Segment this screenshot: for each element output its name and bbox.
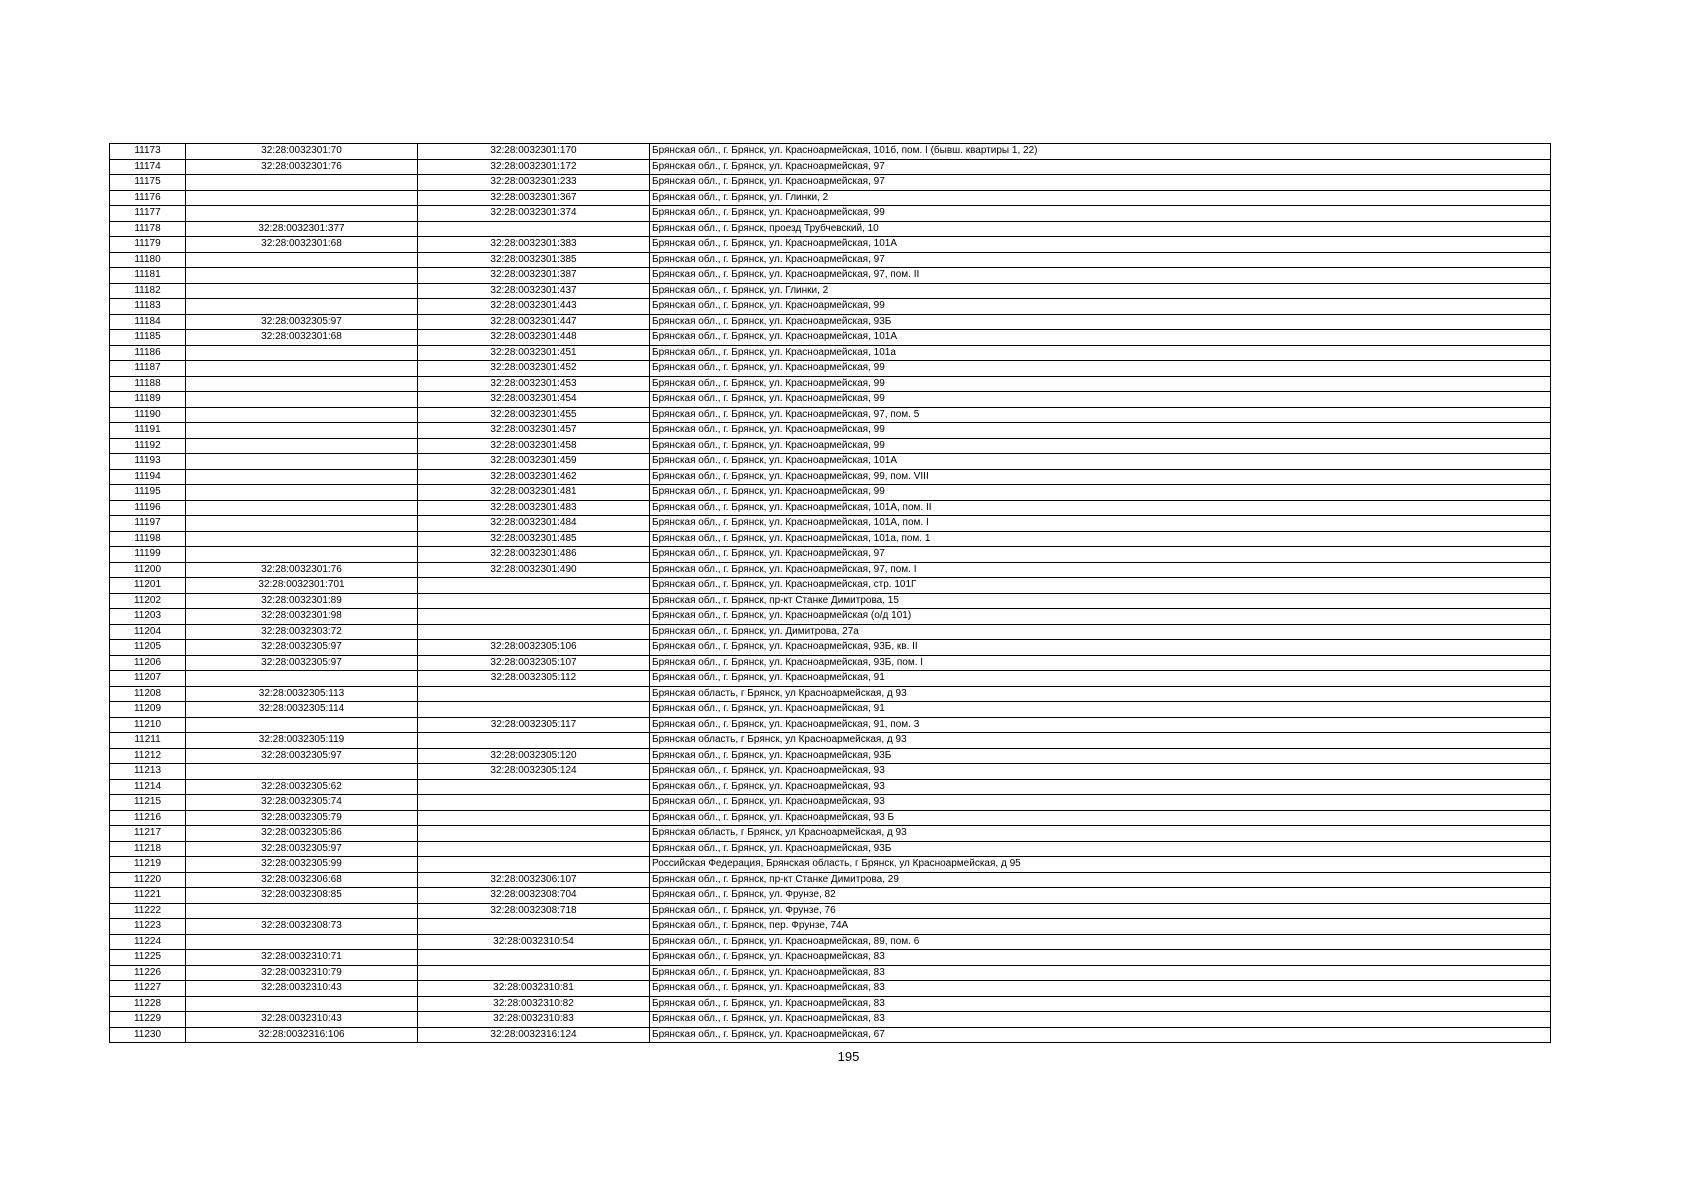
parcel-number-cell bbox=[186, 764, 418, 780]
table-row bbox=[110, 764, 1551, 780]
row-number-cell: 11184 bbox=[110, 314, 186, 330]
table-row bbox=[110, 562, 1551, 578]
table-row bbox=[110, 283, 1551, 299]
object-number-cell bbox=[418, 593, 650, 609]
table-row bbox=[110, 609, 1551, 625]
row-number-cell: 11206 bbox=[110, 655, 186, 671]
row-number-cell: 11199 bbox=[110, 547, 186, 563]
registry-table-body bbox=[110, 144, 1551, 1043]
object-number-cell: 32:28:0032310:82 bbox=[418, 996, 650, 1012]
row-number-cell: 11173 bbox=[110, 144, 186, 160]
address-cell: Брянская обл., г. Брянск, ул. Красноармейская, стр. 101Г bbox=[650, 578, 1551, 594]
parcel-number-cell bbox=[186, 268, 418, 284]
object-number-cell bbox=[418, 919, 650, 935]
object-number-cell: 32:28:0032308:718 bbox=[418, 903, 650, 919]
address-cell: Брянская обл., г. Брянск, ул. Красноармейская, 101А, пом. I bbox=[650, 516, 1551, 532]
address-cell: Брянская обл., г. Брянск, ул. Глинки, 2 bbox=[650, 190, 1551, 206]
table-row bbox=[110, 268, 1551, 284]
address-cell: Брянская обл., г. Брянск, ул. Красноармейская, 101А, пом. II bbox=[650, 500, 1551, 516]
address-cell: Брянская обл., г. Брянск, ул. Красноармейская, 101б, пом. I (бывш. квартиры 1, 22) bbox=[650, 144, 1551, 160]
table-row bbox=[110, 299, 1551, 315]
parcel-number-cell: 32:28:0032310:79 bbox=[186, 965, 418, 981]
parcel-number-cell: 32:28:0032305:99 bbox=[186, 857, 418, 873]
row-number-cell: 11187 bbox=[110, 361, 186, 377]
registry-table bbox=[109, 143, 1551, 1043]
table-row bbox=[110, 547, 1551, 563]
row-number-cell: 11174 bbox=[110, 159, 186, 175]
parcel-number-cell: 32:28:0032301:76 bbox=[186, 562, 418, 578]
address-cell: Брянская обл., г. Брянск, ул. Красноармейская, 83 bbox=[650, 996, 1551, 1012]
table-row bbox=[110, 500, 1551, 516]
address-cell: Брянская обл., г. Брянск, ул. Красноармейская, 101А bbox=[650, 454, 1551, 470]
parcel-number-cell bbox=[186, 717, 418, 733]
row-number-cell: 11202 bbox=[110, 593, 186, 609]
parcel-number-cell bbox=[186, 438, 418, 454]
address-cell: Брянская обл., г. Брянск, ул. Красноармейская, 93 bbox=[650, 764, 1551, 780]
row-number-cell: 11213 bbox=[110, 764, 186, 780]
parcel-number-cell: 32:28:0032305:97 bbox=[186, 748, 418, 764]
object-number-cell bbox=[418, 826, 650, 842]
parcel-number-cell: 32:28:0032301:701 bbox=[186, 578, 418, 594]
address-cell: Брянская обл., г. Брянск, ул. Красноармейская, 99 bbox=[650, 299, 1551, 315]
row-number-cell: 11215 bbox=[110, 795, 186, 811]
address-cell: Брянская обл., г. Брянск, ул. Красноармейская, 97 bbox=[650, 175, 1551, 191]
address-cell: Брянская обл., г. Брянск, ул. Красноармейская, 83 bbox=[650, 965, 1551, 981]
parcel-number-cell bbox=[186, 423, 418, 439]
address-cell: Брянская обл., г. Брянск, ул. Красноармейская, 99 bbox=[650, 485, 1551, 501]
row-number-cell: 11223 bbox=[110, 919, 186, 935]
object-number-cell: 32:28:0032306:107 bbox=[418, 872, 650, 888]
table-row bbox=[110, 826, 1551, 842]
address-cell: Брянская обл., г. Брянск, ул. Красноармейская, 97, пом. 5 bbox=[650, 407, 1551, 423]
table-row bbox=[110, 392, 1551, 408]
address-cell: Брянская обл., г. Брянск, ул. Красноармейская, 93 Б bbox=[650, 810, 1551, 826]
object-number-cell: 32:28:0032301:387 bbox=[418, 268, 650, 284]
object-number-cell: 32:28:0032305:124 bbox=[418, 764, 650, 780]
row-number-cell: 11181 bbox=[110, 268, 186, 284]
address-cell: Брянская обл., г. Брянск, ул. Красноармейская, 91 bbox=[650, 671, 1551, 687]
object-number-cell bbox=[418, 221, 650, 237]
parcel-number-cell bbox=[186, 299, 418, 315]
object-number-cell: 32:28:0032301:437 bbox=[418, 283, 650, 299]
address-cell: Брянская обл., г. Брянск, ул. Красноармейская, 101А bbox=[650, 330, 1551, 346]
parcel-number-cell: 32:28:0032301:68 bbox=[186, 237, 418, 253]
row-number-cell: 11175 bbox=[110, 175, 186, 191]
object-number-cell: 32:28:0032301:367 bbox=[418, 190, 650, 206]
object-number-cell bbox=[418, 686, 650, 702]
object-number-cell: 32:28:0032301:454 bbox=[418, 392, 650, 408]
parcel-number-cell: 32:28:0032305:97 bbox=[186, 314, 418, 330]
object-number-cell: 32:28:0032301:448 bbox=[418, 330, 650, 346]
parcel-number-cell bbox=[186, 361, 418, 377]
address-cell: Брянская обл., г. Брянск, пр-кт Станке Димитрова, 29 bbox=[650, 872, 1551, 888]
row-number-cell: 11178 bbox=[110, 221, 186, 237]
table-row bbox=[110, 702, 1551, 718]
object-number-cell: 32:28:0032301:485 bbox=[418, 531, 650, 547]
parcel-number-cell: 32:28:0032305:97 bbox=[186, 841, 418, 857]
row-number-cell: 11228 bbox=[110, 996, 186, 1012]
parcel-number-cell: 32:28:0032301:68 bbox=[186, 330, 418, 346]
address-cell: Брянская обл., г. Брянск, ул. Красноармейская, 99 bbox=[650, 423, 1551, 439]
table-row bbox=[110, 221, 1551, 237]
row-number-cell: 11191 bbox=[110, 423, 186, 439]
table-row bbox=[110, 345, 1551, 361]
row-number-cell: 11212 bbox=[110, 748, 186, 764]
row-number-cell: 11186 bbox=[110, 345, 186, 361]
address-cell: Брянская обл., г. Брянск, ул. Красноармейская, 93Б, пом. I bbox=[650, 655, 1551, 671]
object-number-cell: 32:28:0032301:486 bbox=[418, 547, 650, 563]
parcel-number-cell: 32:28:0032306:68 bbox=[186, 872, 418, 888]
table-row bbox=[110, 1012, 1551, 1028]
page-number: 195 bbox=[837, 1049, 860, 1064]
row-number-cell: 11221 bbox=[110, 888, 186, 904]
row-number-cell: 11217 bbox=[110, 826, 186, 842]
row-number-cell: 11222 bbox=[110, 903, 186, 919]
table-row bbox=[110, 624, 1551, 640]
object-number-cell: 32:28:0032301:374 bbox=[418, 206, 650, 222]
address-cell: Брянская обл., г. Брянск, пр-кт Станке Димитрова, 15 bbox=[650, 593, 1551, 609]
object-number-cell bbox=[418, 841, 650, 857]
row-number-cell: 11195 bbox=[110, 485, 186, 501]
table-row bbox=[110, 516, 1551, 532]
address-cell: Брянская обл., г. Брянск, ул. Красноармейская, 83 bbox=[650, 981, 1551, 997]
row-number-cell: 11230 bbox=[110, 1027, 186, 1043]
parcel-number-cell bbox=[186, 903, 418, 919]
object-number-cell: 32:28:0032301:385 bbox=[418, 252, 650, 268]
address-cell: Брянская обл., г. Брянск, ул. Красноармейская, 97, пом. II bbox=[650, 268, 1551, 284]
parcel-number-cell bbox=[186, 996, 418, 1012]
table-row bbox=[110, 640, 1551, 656]
object-number-cell bbox=[418, 779, 650, 795]
address-cell: Брянская обл., г. Брянск, ул. Красноармейская, 97 bbox=[650, 547, 1551, 563]
object-number-cell: 32:28:0032301:457 bbox=[418, 423, 650, 439]
table-row bbox=[110, 950, 1551, 966]
row-number-cell: 11188 bbox=[110, 376, 186, 392]
parcel-number-cell: 32:28:0032305:86 bbox=[186, 826, 418, 842]
table-row bbox=[110, 159, 1551, 175]
address-cell: Брянская обл., г. Брянск, ул. Красноармейская, 97 bbox=[650, 159, 1551, 175]
address-cell: Брянская обл., г. Брянск, пер. Фрунзе, 74А bbox=[650, 919, 1551, 935]
table-row bbox=[110, 981, 1551, 997]
parcel-number-cell: 32:28:0032308:73 bbox=[186, 919, 418, 935]
address-cell: Брянская обл., г. Брянск, ул. Глинки, 2 bbox=[650, 283, 1551, 299]
table-row bbox=[110, 237, 1551, 253]
table-row bbox=[110, 686, 1551, 702]
row-number-cell: 11218 bbox=[110, 841, 186, 857]
parcel-number-cell: 32:28:0032308:85 bbox=[186, 888, 418, 904]
object-number-cell: 32:28:0032310:54 bbox=[418, 934, 650, 950]
address-cell: Брянская обл., г. Брянск, ул. Красноармейская, 89, пом. 6 bbox=[650, 934, 1551, 950]
table-row bbox=[110, 144, 1551, 160]
parcel-number-cell: 32:28:0032305:74 bbox=[186, 795, 418, 811]
address-cell: Брянская обл., г. Брянск, ул. Фрунзе, 76 bbox=[650, 903, 1551, 919]
address-cell: Брянская обл., г. Брянск, ул. Красноармейская, 99, пом. VIII bbox=[650, 469, 1551, 485]
parcel-number-cell: 32:28:0032305:97 bbox=[186, 655, 418, 671]
address-cell: Брянская область, г Брянск, ул Красноармейская, д 93 bbox=[650, 826, 1551, 842]
row-number-cell: 11220 bbox=[110, 872, 186, 888]
object-number-cell: 32:28:0032305:107 bbox=[418, 655, 650, 671]
row-number-cell: 11182 bbox=[110, 283, 186, 299]
table-row bbox=[110, 438, 1551, 454]
address-cell: Брянская обл., г. Брянск, ул. Красноармейская, 99 bbox=[650, 392, 1551, 408]
object-number-cell bbox=[418, 795, 650, 811]
parcel-number-cell bbox=[186, 454, 418, 470]
address-cell: Брянская обл., г. Брянск, ул. Красноармейская, 99 bbox=[650, 206, 1551, 222]
parcel-number-cell: 32:28:0032305:119 bbox=[186, 733, 418, 749]
table-row bbox=[110, 175, 1551, 191]
address-cell: Российская Федерация, Брянская область, г Брянск, ул Красноармейская, д 95 bbox=[650, 857, 1551, 873]
table-row bbox=[110, 485, 1551, 501]
table-row bbox=[110, 903, 1551, 919]
parcel-number-cell: 32:28:0032301:70 bbox=[186, 144, 418, 160]
row-number-cell: 11210 bbox=[110, 717, 186, 733]
table-row bbox=[110, 919, 1551, 935]
object-number-cell: 32:28:0032316:124 bbox=[418, 1027, 650, 1043]
table-row bbox=[110, 888, 1551, 904]
object-number-cell bbox=[418, 810, 650, 826]
parcel-number-cell bbox=[186, 671, 418, 687]
table-row bbox=[110, 314, 1551, 330]
parcel-number-cell bbox=[186, 252, 418, 268]
object-number-cell: 32:28:0032305:117 bbox=[418, 717, 650, 733]
object-number-cell bbox=[418, 624, 650, 640]
table-row bbox=[110, 779, 1551, 795]
parcel-number-cell: 32:28:0032305:79 bbox=[186, 810, 418, 826]
row-number-cell: 11189 bbox=[110, 392, 186, 408]
table-row bbox=[110, 361, 1551, 377]
address-cell: Брянская обл., г. Брянск, ул. Фрунзе, 82 bbox=[650, 888, 1551, 904]
address-cell: Брянская область, г Брянск, ул Красноармейская, д 93 bbox=[650, 686, 1551, 702]
parcel-number-cell bbox=[186, 283, 418, 299]
object-number-cell: 32:28:0032301:458 bbox=[418, 438, 650, 454]
table-row bbox=[110, 376, 1551, 392]
parcel-number-cell bbox=[186, 547, 418, 563]
object-number-cell: 32:28:0032301:455 bbox=[418, 407, 650, 423]
object-number-cell: 32:28:0032301:452 bbox=[418, 361, 650, 377]
row-number-cell: 11179 bbox=[110, 237, 186, 253]
object-number-cell: 32:28:0032305:120 bbox=[418, 748, 650, 764]
address-cell: Брянская обл., г. Брянск, ул. Красноармейская, 101А bbox=[650, 237, 1551, 253]
parcel-number-cell bbox=[186, 485, 418, 501]
address-cell: Брянская обл., г. Брянск, ул. Красноармейская (о/д 101) bbox=[650, 609, 1551, 625]
object-number-cell bbox=[418, 965, 650, 981]
object-number-cell bbox=[418, 609, 650, 625]
table-row bbox=[110, 733, 1551, 749]
parcel-number-cell bbox=[186, 516, 418, 532]
table-row bbox=[110, 717, 1551, 733]
row-number-cell: 11227 bbox=[110, 981, 186, 997]
row-number-cell: 11225 bbox=[110, 950, 186, 966]
object-number-cell: 32:28:0032301:447 bbox=[418, 314, 650, 330]
object-number-cell: 32:28:0032301:172 bbox=[418, 159, 650, 175]
table-row bbox=[110, 423, 1551, 439]
parcel-number-cell bbox=[186, 345, 418, 361]
row-number-cell: 11198 bbox=[110, 531, 186, 547]
object-number-cell: 32:28:0032301:483 bbox=[418, 500, 650, 516]
row-number-cell: 11201 bbox=[110, 578, 186, 594]
parcel-number-cell bbox=[186, 376, 418, 392]
parcel-number-cell: 32:28:0032305:97 bbox=[186, 640, 418, 656]
table-row bbox=[110, 671, 1551, 687]
table-row bbox=[110, 252, 1551, 268]
parcel-number-cell bbox=[186, 206, 418, 222]
table-row bbox=[110, 407, 1551, 423]
row-number-cell: 11226 bbox=[110, 965, 186, 981]
address-cell: Брянская обл., г. Брянск, ул. Красноармейская, 99 bbox=[650, 438, 1551, 454]
row-number-cell: 11194 bbox=[110, 469, 186, 485]
address-cell: Брянская обл., г. Брянск, ул. Красноармейская, 91, пом. 3 bbox=[650, 717, 1551, 733]
row-number-cell: 11216 bbox=[110, 810, 186, 826]
parcel-number-cell: 32:28:0032305:113 bbox=[186, 686, 418, 702]
object-number-cell: 32:28:0032301:459 bbox=[418, 454, 650, 470]
address-cell: Брянская обл., г. Брянск, ул. Красноармейская, 83 bbox=[650, 950, 1551, 966]
row-number-cell: 11203 bbox=[110, 609, 186, 625]
row-number-cell: 11197 bbox=[110, 516, 186, 532]
row-number-cell: 11229 bbox=[110, 1012, 186, 1028]
object-number-cell: 32:28:0032301:481 bbox=[418, 485, 650, 501]
row-number-cell: 11192 bbox=[110, 438, 186, 454]
table-row bbox=[110, 810, 1551, 826]
address-cell: Брянская область, г Брянск, ул Красноармейская, д 93 bbox=[650, 733, 1551, 749]
address-cell: Брянская обл., г. Брянск, ул. Красноармейская, 97 bbox=[650, 252, 1551, 268]
object-number-cell bbox=[418, 733, 650, 749]
parcel-number-cell: 32:28:0032305:62 bbox=[186, 779, 418, 795]
table-row bbox=[110, 841, 1551, 857]
address-cell: Брянская обл., г. Брянск, ул. Красноармейская, 93Б, кв. II bbox=[650, 640, 1551, 656]
object-number-cell: 32:28:0032305:112 bbox=[418, 671, 650, 687]
address-cell: Брянская обл., г. Брянск, ул. Красноармейская, 93Б bbox=[650, 748, 1551, 764]
object-number-cell: 32:28:0032305:106 bbox=[418, 640, 650, 656]
parcel-number-cell: 32:28:0032301:377 bbox=[186, 221, 418, 237]
row-number-cell: 11196 bbox=[110, 500, 186, 516]
object-number-cell: 32:28:0032301:170 bbox=[418, 144, 650, 160]
object-number-cell: 32:28:0032308:704 bbox=[418, 888, 650, 904]
address-cell: Брянская обл., г. Брянск, ул. Красноармейская, 101а, пом. 1 bbox=[650, 531, 1551, 547]
row-number-cell: 11208 bbox=[110, 686, 186, 702]
table-row bbox=[110, 1027, 1551, 1043]
row-number-cell: 11209 bbox=[110, 702, 186, 718]
table-row bbox=[110, 965, 1551, 981]
parcel-number-cell bbox=[186, 469, 418, 485]
address-cell: Брянская обл., г. Брянск, ул. Красноармейская, 83 bbox=[650, 1012, 1551, 1028]
object-number-cell bbox=[418, 857, 650, 873]
address-cell: Брянская обл., г. Брянск, ул. Красноармейская, 99 bbox=[650, 376, 1551, 392]
parcel-number-cell: 32:28:0032310:71 bbox=[186, 950, 418, 966]
parcel-number-cell: 32:28:0032310:43 bbox=[186, 1012, 418, 1028]
object-number-cell: 32:28:0032301:233 bbox=[418, 175, 650, 191]
parcel-number-cell: 32:28:0032303:72 bbox=[186, 624, 418, 640]
object-number-cell: 32:28:0032301:453 bbox=[418, 376, 650, 392]
row-number-cell: 11224 bbox=[110, 934, 186, 950]
table-row bbox=[110, 593, 1551, 609]
address-cell: Брянская обл., г. Брянск, ул. Димитрова, 27а bbox=[650, 624, 1551, 640]
row-number-cell: 11176 bbox=[110, 190, 186, 206]
parcel-number-cell: 32:28:0032301:76 bbox=[186, 159, 418, 175]
address-cell: Брянская обл., г. Брянск, ул. Красноармейская, 101а bbox=[650, 345, 1551, 361]
object-number-cell: 32:28:0032310:81 bbox=[418, 981, 650, 997]
table-row bbox=[110, 578, 1551, 594]
address-cell: Брянская обл., г. Брянск, проезд Трубчевский, 10 bbox=[650, 221, 1551, 237]
table-row bbox=[110, 996, 1551, 1012]
table-row bbox=[110, 454, 1551, 470]
address-cell: Брянская обл., г. Брянск, ул. Красноармейская, 97, пом. I bbox=[650, 562, 1551, 578]
table-row bbox=[110, 748, 1551, 764]
parcel-number-cell bbox=[186, 934, 418, 950]
address-cell: Брянская обл., г. Брянск, ул. Красноармейская, 93 bbox=[650, 795, 1551, 811]
address-cell: Брянская обл., г. Брянск, ул. Красноармейская, 93Б bbox=[650, 314, 1551, 330]
table-row bbox=[110, 934, 1551, 950]
object-number-cell bbox=[418, 578, 650, 594]
address-cell: Брянская обл., г. Брянск, ул. Красноармейская, 93 bbox=[650, 779, 1551, 795]
row-number-cell: 11214 bbox=[110, 779, 186, 795]
object-number-cell bbox=[418, 702, 650, 718]
object-number-cell: 32:28:0032301:383 bbox=[418, 237, 650, 253]
table-row bbox=[110, 872, 1551, 888]
table-row bbox=[110, 531, 1551, 547]
table-row bbox=[110, 190, 1551, 206]
row-number-cell: 11193 bbox=[110, 454, 186, 470]
address-cell: Брянская обл., г. Брянск, ул. Красноармейская, 67 bbox=[650, 1027, 1551, 1043]
row-number-cell: 11204 bbox=[110, 624, 186, 640]
row-number-cell: 11180 bbox=[110, 252, 186, 268]
address-cell: Брянская обл., г. Брянск, ул. Красноармейская, 93Б bbox=[650, 841, 1551, 857]
row-number-cell: 11205 bbox=[110, 640, 186, 656]
table-row bbox=[110, 469, 1551, 485]
row-number-cell: 11183 bbox=[110, 299, 186, 315]
row-number-cell: 11190 bbox=[110, 407, 186, 423]
row-number-cell: 11207 bbox=[110, 671, 186, 687]
parcel-number-cell: 32:28:0032305:114 bbox=[186, 702, 418, 718]
parcel-number-cell bbox=[186, 190, 418, 206]
address-cell: Брянская обл., г. Брянск, ул. Красноармейская, 91 bbox=[650, 702, 1551, 718]
row-number-cell: 11185 bbox=[110, 330, 186, 346]
parcel-number-cell bbox=[186, 392, 418, 408]
table-row bbox=[110, 330, 1551, 346]
table-row bbox=[110, 857, 1551, 873]
row-number-cell: 11211 bbox=[110, 733, 186, 749]
parcel-number-cell: 32:28:0032301:89 bbox=[186, 593, 418, 609]
table-row bbox=[110, 206, 1551, 222]
row-number-cell: 11177 bbox=[110, 206, 186, 222]
parcel-number-cell: 32:28:0032301:98 bbox=[186, 609, 418, 625]
object-number-cell: 32:28:0032301:490 bbox=[418, 562, 650, 578]
object-number-cell: 32:28:0032301:462 bbox=[418, 469, 650, 485]
row-number-cell: 11200 bbox=[110, 562, 186, 578]
object-number-cell: 32:28:0032301:484 bbox=[418, 516, 650, 532]
object-number-cell: 32:28:0032301:443 bbox=[418, 299, 650, 315]
parcel-number-cell bbox=[186, 407, 418, 423]
address-cell: Брянская обл., г. Брянск, ул. Красноармейская, 99 bbox=[650, 361, 1551, 377]
object-number-cell: 32:28:0032301:451 bbox=[418, 345, 650, 361]
parcel-number-cell: 32:28:0032316:106 bbox=[186, 1027, 418, 1043]
parcel-number-cell: 32:28:0032310:43 bbox=[186, 981, 418, 997]
row-number-cell: 11219 bbox=[110, 857, 186, 873]
parcel-number-cell bbox=[186, 500, 418, 516]
table-row bbox=[110, 655, 1551, 671]
parcel-number-cell bbox=[186, 531, 418, 547]
object-number-cell: 32:28:0032310:83 bbox=[418, 1012, 650, 1028]
table-row bbox=[110, 795, 1551, 811]
parcel-number-cell bbox=[186, 175, 418, 191]
object-number-cell bbox=[418, 950, 650, 966]
